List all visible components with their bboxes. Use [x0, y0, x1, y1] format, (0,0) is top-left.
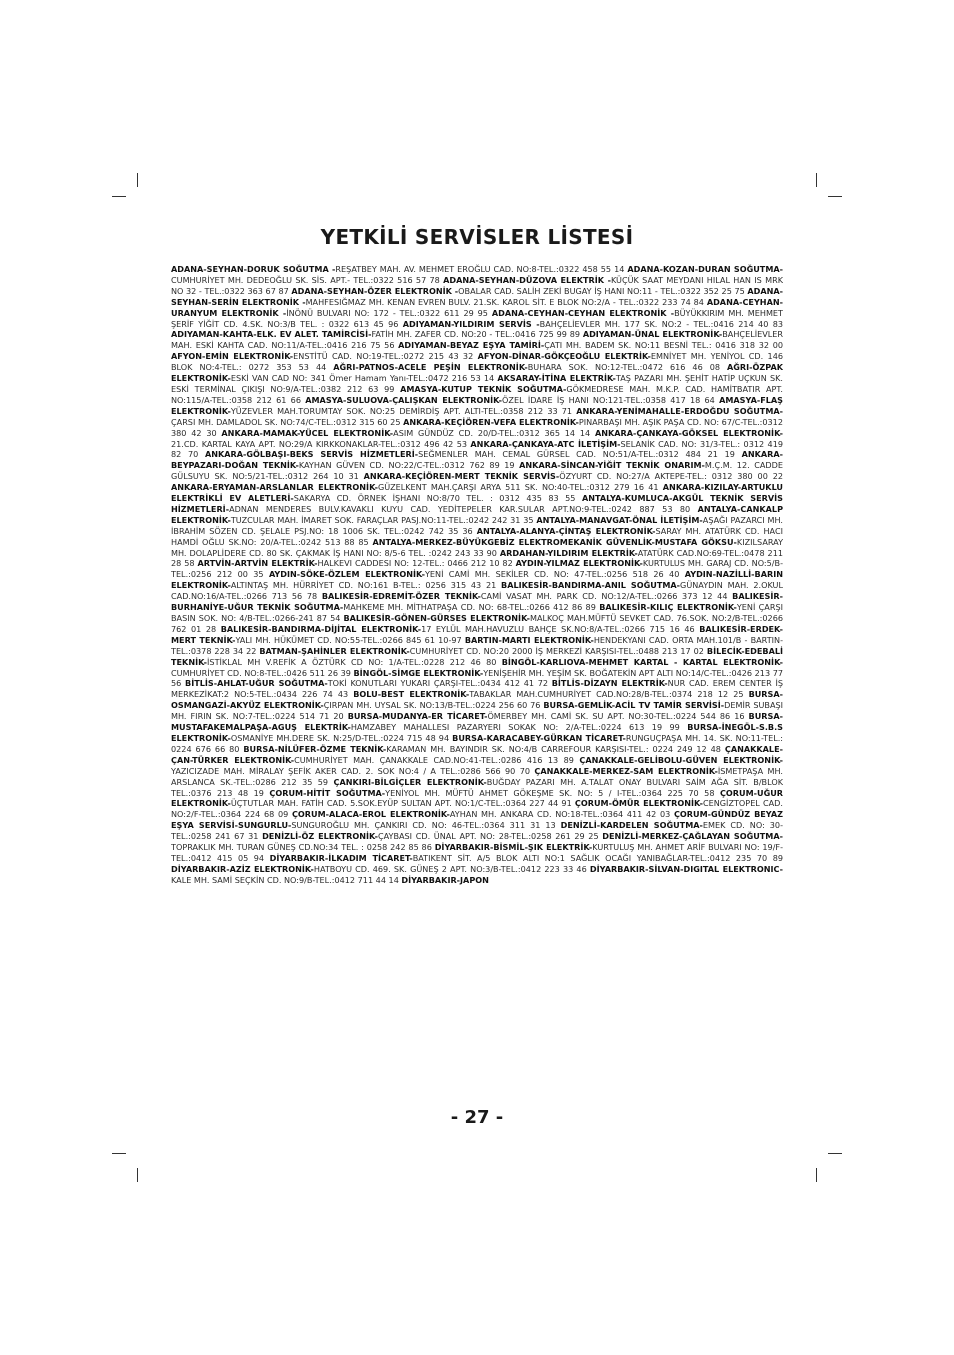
service-details: MALKOÇ MAH.MÜFTÜ SEVKET CAD. 76.SOK. NO:2/B-TEL.:0266 762 01 28	[171, 613, 783, 634]
service-details: BAHÇELİEVLER MH. 177 SK. NO:2 - TEL.:0416 214 40 83	[539, 318, 783, 329]
service-name: ANKARA-ERYAMAN-ARSLANLAR ELEKTRONİK-	[171, 482, 379, 493]
service-name: ANTALYA-MANAVGAT-ÖNAL İLETİŞİM-	[536, 514, 703, 525]
service-details: KURTULUS MH. GARAJ CD. NO:5/B-TEL.:0256 212 00 35	[171, 558, 783, 580]
service-details: YENİŞEHİR MH. YEŞİM SK. BOĞATEKİN APT ALTI NO:14/C-TEL.:0426 213 77 56	[171, 667, 783, 689]
service-details: YALI MH. HÜKÜMET CD. NO:55-TEL.:0266 845 61 10-97	[235, 634, 462, 645]
service-details: BAHÇELİEVLER MAH. ESKİ KAHTA CAD. NO:11/A-TEL.:0416 216 75 56	[171, 329, 783, 351]
service-name: ÇANAKKALE-MERKEZ-SAM ELEKTRONİK-	[534, 765, 718, 776]
crop-mark-bottom-right-horizontal	[828, 1153, 842, 1154]
service-name: AFYON-DİNAR-GÖKÇEOĞLU ELEKTRİK-	[477, 351, 651, 362]
service-name: ANKARA-ÇANKAYA-GÖKSEL ELEKTRONİK-	[594, 427, 783, 438]
service-name: AFYON-EMİN ELEKTRONİK-	[171, 351, 294, 362]
service-details: KURTULUŞ MH. AHMET ARİF BULVARI NO: 19/F-TEL.:0412 415 05 94	[171, 842, 783, 863]
service-details: MAHFESIĞMAZ MH. KENAN EVREN BULV. 21.SK. KAROL SİT. E BLOK NO:2/A - TEL.:0322 233 74 84	[305, 296, 704, 307]
service-details: CUMHURİYET CD. NO:20 2000 İŞ MERKEZİ KARŞISI-TEL.:0488 213 17 02	[409, 645, 704, 656]
service-name: ADIYAMAN-KAHTA-ELK. EV ALET. TAMİRCİSİ-	[171, 329, 372, 340]
service-name: ARTVİN-ARTVİN ELEKTRİK-	[197, 558, 318, 569]
service-name: AYDIN-SÖKE-ÖZLEM ELEKTRONİK-	[268, 569, 425, 580]
service-name: AMASYA-SULUOVA-ÇALIŞKAN ELEKTRONİK-	[305, 394, 503, 405]
service-details: HALKEVI CADDESI NO: 12-TEL.: 0466 212 10 82	[317, 558, 513, 569]
service-entry	[262, 831, 599, 841]
service-name: ÇORUM-ALACA-EROL ELEKTRONİK-	[291, 809, 450, 820]
service-name: ÇORUM-HİTİT SOĞUTMA-	[269, 787, 386, 798]
service-name: ANTALYA-CANKALP ELEKTRONİK-	[171, 503, 783, 525]
service-name: BİTLİS-AHLAT-UĞUR SOĞUTMA-	[185, 678, 328, 689]
service-name: DENİZLİ-ÖZ ELEKTRONİK-	[262, 831, 378, 842]
service-name: BALIKESİR-ERDEK-MERT TEKNİK-	[171, 623, 783, 645]
service-entry	[259, 646, 704, 656]
service-details: ÜÇTUTLAR MAH. FATİH CAD. 5.SOK.EYÜP SULTAN APT. NO:1/C-TEL.:0364 227 44 91	[230, 798, 572, 809]
service-name: BİLECİK-EDEBALİ TEKNİK-	[171, 645, 783, 667]
service-entry	[197, 558, 512, 568]
service-details: HATBOYU CD. 469. SK. GÜNEŞ 2 APT. NO:3/B-TEL.:0412 223 33 46	[313, 863, 587, 874]
service-entry	[270, 853, 783, 863]
service-entry	[269, 788, 714, 798]
service-entry	[333, 362, 720, 372]
service-details: CUMHURİYET MH. DEDEOĞLU SK. SİS. APT.- TEL.:0322 516 57 78	[171, 274, 440, 285]
service-entry	[398, 340, 783, 350]
service-details: İSMETPAŞA MH. ARSLANCA SK.-TEL.:0286 212 35 59	[171, 765, 783, 787]
service-details: CUMHURİYET MAH. ÇANAKKALE CAD.NO:41-TEL.:0286 416 13 89	[294, 754, 574, 765]
service-details: YAZICIZADE MAH. MİRALAY ŞEFİK AKER CAD. 2. SOK NO:4 / A TEL.:0286 566 90 70	[171, 765, 531, 776]
service-details: HAMZABEY MAHALLESI PAZARYERI SOKAK NO: 2/A-TEL.:0224 613 19 99	[350, 722, 680, 733]
service-name: AMASYA-FLAŞ ELEKTRONİK-	[171, 394, 783, 416]
service-name: BURSA-GEMLİK-ACİL TV TAMİR SERVİSİ-	[543, 700, 725, 711]
service-details: KALE MH. SAMİ SEÇKİN CD. NO:9/B-TEL.:0412 711 44 14	[171, 874, 399, 885]
service-entry	[291, 286, 744, 296]
service-details: AŞAĞI PAZARCI MH. İBRAHİM SÖZEN CD. ŞELALE PSJ.NO: 18 1006 SK. TEL.:0242 742 35 36	[171, 514, 783, 536]
service-name: AYDIN-NAZİLLİ-BARIN ELEKTRONİK-	[171, 569, 783, 591]
crop-mark-top-left-horizontal	[112, 196, 126, 197]
service-details: FATİH MH. ZAFER CD. NO:20 - TEL.:0416 725 99 89	[371, 329, 581, 340]
service-name: ÇORUM-UĞUR ELEKTRONİK-	[171, 787, 783, 809]
service-entry	[171, 329, 580, 339]
service-name: BURSA-MUDANYA-ER TİCARET-	[347, 711, 488, 722]
service-entry	[185, 678, 548, 688]
service-name: ADANA-KOZAN-DURAN SOĞUTMA-	[627, 264, 783, 274]
service-details: ESKİ VAN CAD NO: 341 Ömer Hamam Yanı-TEL.:0472 216 53 14	[230, 373, 495, 384]
service-details: 21.CD. KARTAL KAYA APT. NO:29/A KIRKKONAKLAR-TEL.:0312 496 42 53	[171, 438, 468, 449]
service-details: ÖZYURT CD. NO:27/A AKTEPE-TEL.: 0312 380 00 22	[559, 471, 783, 482]
service-details: GÜNAYDIN MAH. 2.OKUL CAD.NO:16/A-TEL.:0266 713 56 78	[171, 580, 783, 602]
service-details: HENDEKYANI CAD. ORTA MAH.101/B - BARTIN-TEL.:0378 228 34 22	[171, 634, 783, 656]
service-entry	[243, 744, 721, 754]
service-details: EMEK CD. NO: 30-TEL.:0258 241 67 31	[171, 820, 783, 842]
service-name: DİYARBAKIR-BİSMİL-ŞIK ELEKTRİK-	[434, 842, 593, 853]
service-details: TAŞ PAZARI MH. ŞEHİT HATİP UÇKUN SK. ESKİ TERMİNAL ÇIKIŞI NO:9/A-TEL.:0382 212 63 99	[171, 373, 783, 394]
service-details: SARAY MH. ATATÜRK CD. HACI HAMDİ OĞLU SK.NO: 20/A-TEL.:0242 513 88 85	[171, 525, 783, 547]
service-entry	[403, 319, 783, 329]
service-name: BURSA-NİLÜFER-ÖZME TEKNİK-	[243, 743, 387, 754]
service-details: ADNAN MENDERES BULV.KAVAKLI KUYU CAD. YEDİTEPELER KAR.SULAR APT.NO:9-TEL.:0242 887 53 80	[229, 503, 691, 514]
service-details: REŞATBEY MAH. AV. MEHMET EROĞLU CAD. NO:8-TEL.:0322 458 55 14	[335, 264, 625, 274]
service-entry	[269, 569, 679, 579]
service-name: ANKARA-YENİMAHALLE-ERDOĞDU SOĞUTMA-	[576, 405, 783, 416]
service-name: ÇANAKKALE-ÇAN-TÜRKER ELEKTRONİK-	[171, 743, 783, 765]
page-title: YETKİLİ SERVİSLER LİSTESİ	[320, 225, 634, 249]
service-details: SELANİK CAD. NO: 31/3-TEL.: 0312 419 82 70	[171, 438, 783, 460]
service-name: ANKARA-GÖLBAŞI-BEKS SERVİS HİZMETLERİ-	[204, 449, 419, 460]
service-name: BİNGÖL-KARLIOVA-MEHMET KARTAL - KARTAL ELEKTRONİK-	[501, 656, 783, 667]
service-details: OSMANİYE MH.DERE SK. N:25/D-TEL.:0224 715 48 94	[230, 732, 450, 743]
service-name: ÇANKIRI-BİLGİÇLER ELEKTRONİK-	[333, 776, 487, 787]
service-details: ÇIRPAN MH. UYSAL SK. NO:13/B-TEL.:0224 256 60 76	[323, 700, 541, 711]
service-details: ÇAYBASI CD. ÜNAL APT. NO: 28-TEL.:0258 261 29 25	[377, 831, 599, 842]
service-name: ÇORUM-GÜNDÜZ BEYAZ EŞYA SERVİSİ-SUNGURLU-	[171, 809, 783, 831]
service-name: ADANA-SEYHAN-SERİN ELEKTRONİK -	[171, 285, 783, 307]
service-details: ATATÜRK CAD.NO:69-TEL.:0478 211 28 58	[171, 547, 783, 569]
service-name: BURSA-KARACABEY-GÜRKAN TİCARET-	[452, 732, 626, 743]
service-details: AYHAN MH. ANKARA CD. NO:18-TEL.:0364 411 42 03	[449, 809, 671, 820]
service-name: AMASYA-KUTUP TEKNİK SOĞUTMA-	[400, 383, 567, 394]
service-details: TUZCULAR MAH. İMARET SOK. FARAÇLAR PASJ.NO:11-TEL.:0242 242 31 35	[230, 514, 534, 525]
service-entry	[292, 809, 670, 819]
service-name: ANKARA-KEÇİÖREN-VEFA ELEKTRONİK-	[403, 416, 579, 427]
service-details: BATIKENT SİT. A/5 BLOK ALTI NO:1 SAĞLIK OCAĞI YANIBAĞLAR-TEL.:0412 235 70 89	[412, 852, 783, 863]
service-name: ANKARA-KIZILAY-ARTUKLU ELEKTRİKLİ EV ALETLERİ-	[171, 482, 783, 504]
service-details: SEĞMENLER MAH. CEMAL GÜRSEL CAD. NO:51/A-TEL.:0312 484 21 19	[418, 449, 735, 460]
service-details: 17 EYLÜL MAH.HAVUZLU BAHÇE SK.NO:8/A-TEL.:0266 715 16 46	[421, 623, 695, 634]
service-name: ANKARA-BEYPAZARI-DOĞAN TEKNİK-	[171, 449, 783, 471]
service-name: DİYARBAKIR-JAPON	[401, 874, 489, 885]
service-details: GÜZELKENT MAH.ÇARŞI ARYA 511 SK. NO:40-TEL.:0312 279 16 41	[378, 482, 659, 493]
service-details: EMNİYET MH. YENİYOL CD. 146 BLOK NO:4-TEL.: 0272 353 53 44	[171, 351, 783, 373]
service-entry	[171, 264, 624, 274]
service-entry	[171, 864, 587, 874]
service-name: DENİZLİ-KARDELEN SOĞUTMA-	[560, 820, 703, 831]
service-entry	[221, 428, 590, 438]
service-details: ASIM GÜNDÜZ CD. 20/D-TEL.:0312 365 14 14	[393, 427, 591, 438]
service-name: ANKARA-SİNCAN-YİĞİT TEKNİK ONARIM-	[519, 460, 705, 471]
service-entry	[353, 689, 743, 699]
crop-mark-bottom-left-horizontal	[112, 1153, 126, 1154]
service-details: BUHARA SOK. NO:12-TEL.:0472 616 46 08	[527, 362, 721, 373]
service-name: ANTALYA-KUMLUCA-AKGÜL TEKNİK SERVİS HİZMETLERİ-	[171, 493, 783, 514]
service-details: CENGİZTOPEL CAD. NO:2/F-TEL.:0364 224 68 09	[171, 798, 783, 820]
service-name: BİTLİS-DİZAYN ELEKTRİK-	[551, 678, 668, 689]
service-name: BURSA-MUSTAFAKEMALPAŞA-AGUŞ ELEKTRİK-	[171, 711, 783, 733]
service-details: M.Ç.M. 12. CADDE GÜLSUYU SK. NO:5/21-TEL.:0312 264 10 31	[171, 460, 783, 482]
crop-mark-top-right-horizontal	[828, 196, 842, 197]
service-name: AKSARAY-İTİNA ELEKTRİK-	[497, 373, 616, 384]
service-name: ANTALYA-MERKEZ-BÜYÜKGEBİZ ELEKTROMEKANİK GÜVENLİK-MUSTAFA GÖKSU-	[372, 536, 737, 547]
service-name: AĞRI-PATNOS-ACELE PEŞİN ELEKTRONİK-	[333, 362, 528, 373]
service-name: ÇANAKKALE-GELİBOLU-GÜVEN ELEKTRONİK-	[579, 754, 783, 765]
service-name: BALIKESİR-BANDIRMA-ANIL SOĞUTMA-	[501, 580, 681, 591]
service-details: ÇATI MH. BADEM SK. NO:11 BESNİ TEL.: 0416 318 32 00	[544, 340, 783, 351]
service-entry	[221, 624, 695, 634]
service-entry	[322, 591, 728, 601]
service-name: BALIKESİR-EDREMİT-ÖZER TEKNİK-	[321, 591, 481, 602]
service-name: AYDIN-YILMAZ ELEKTRONİK-	[515, 558, 643, 569]
service-details: RUNGUÇPAŞA MH. 14. SK. NO:11-TEL.: 0224 676 66 80	[171, 732, 783, 754]
service-name: ANTALYA-ALANYA-ÇİNTAŞ ELEKTRONİK-	[476, 525, 656, 536]
service-name: ADANA-SEYHAN-DÜZOVA ELEKTRİK -	[443, 274, 611, 285]
service-name: BALIKESİR-BURHANİYE-UĞUR TEKNİK SOĞUTMA-	[171, 591, 783, 613]
service-details: KÜÇÜK SAAT MEYDANI HILAL HAN IS MRK NO 32 - TEL.:0322 363 67 87	[171, 274, 783, 296]
service-details: ENSTİTÜ CAD. NO:19-TEL.:0272 215 43 32	[293, 351, 474, 362]
service-name: AĞRI-ÖZPAK ELEKTRONİK-	[171, 362, 783, 384]
service-details: OBALAR CAD. SALİH ZEKİ BUGAY İŞ HANI NO:11 - TEL.:0322 352 25 75	[458, 285, 745, 296]
page-number: - 27 -	[450, 1107, 504, 1128]
service-name: ADANA-CEYHAN-CEYHAN ELEKTRONİK -	[491, 307, 675, 318]
service-details: ÖZEL İDARE İŞ HANI NO:121-TEL.:0358 417 18 64	[502, 394, 715, 405]
service-details: NUR CAD. EREM CENTER İŞ MERKEZİKAT:2 NO:5-TEL.:0434 226 74 43	[171, 678, 783, 700]
service-details: SAKARYA CD. ÖRNEK İŞHANI NO:8/70 TEL. : 0312 435 83 55	[293, 493, 576, 504]
service-details: ALTINTAŞ MH. HÜRRİYET CD. NO:161 B-TEL.: 0256 315 43 21	[230, 580, 497, 591]
service-details: YENİ CAMİ MH. SEKİLER CD. NO: 47-TEL.:0256 518 26 40	[424, 569, 680, 580]
service-entry	[305, 395, 715, 405]
service-details: SUNGUROĞLU MH. ÇANKIRI CD. NO: 46-TEL.:0364 311 31 13	[291, 820, 556, 831]
service-name: ANKARA-KEÇİÖREN-MERT TEKNİK SERVİS-	[363, 471, 560, 482]
service-name: BALIKESİR-KILIÇ ELEKTRONİK-	[599, 602, 737, 613]
service-list	[171, 264, 783, 1100]
service-details: YÜZEVLER MAH.TORUMTAY SOK. NO:25 DEMİRDİŞ APT. ALTI-TEL.:0358 212 33 71	[230, 405, 573, 416]
service-name: ARDAHAN-YILDIRIM ELEKTRİK-	[499, 547, 638, 558]
service-entry	[348, 711, 745, 721]
service-details: KIZILSARAY MH. DOLAPLİDERE CD. 80 SK. ÇAKMAK İŞ HANI NO: 8/5-6 TEL. :0242 243 33 90	[171, 536, 783, 558]
service-details: KARAMAN MH. BAYINDIR SK. NO:4/B CARREFOUR KARŞISI-TEL.: 0224 249 12 48	[386, 743, 721, 754]
service-name: ADIYAMAN-YILDIRIM SERVİS -	[402, 318, 540, 329]
service-details: İNÖNÜ BULVARI NO: 172 - TEL.:0322 611 29 95	[286, 307, 488, 318]
service-name: ANKARA-ÇANKAYA-ATC İLETİŞİM-	[470, 438, 621, 449]
service-details: TOPRAKLIK MH. TURAN GÜNEŞ CD.NO:34 TEL. : 0258 242 85 86	[171, 842, 432, 853]
service-name: ADIYAMAN-ÜNAL ELEKTRONİK-	[582, 329, 723, 340]
service-details: PINARBAŞI MH. AŞIK PAŞA CD. NO: 67/C-TEL.:0312 380 42 30	[171, 416, 783, 438]
service-entry	[171, 351, 473, 361]
service-name: DİYARBAKIR-AZİZ ELEKTRONİK-	[171, 863, 314, 874]
service-name: ADANA-CEYHAN-URANYUM ELEKTRONİK -	[171, 296, 783, 318]
service-name: DENİZLİ-MERKEZ-ÇAĞLAYAN SOĞUTMA-	[602, 831, 783, 842]
service-name: BOLU-BEST ELEKTRONİK-	[353, 689, 470, 700]
crop-mark-bottom-left-vertical	[137, 1168, 138, 1182]
service-details: BUĞDAY PAZARI MH. A.TALAT ONAY BULVARI SAİM AĞA SİT. B/BLOK TEL.:0376 213 48 19	[171, 776, 783, 798]
service-name: DİYARBAKIR-SİLVAN-DIGITAL ELEKTRONIC-	[589, 863, 783, 874]
service-name: ADANA-SEYHAN-ÖZER ELEKTRONİK -	[291, 285, 459, 296]
service-details: ÖMERBEY MH. CAMİ SK. SU APT. NO:30-TEL.:0224 544 86 16	[487, 711, 745, 722]
service-details: GÖKMEDRESE MAH. M.K.P. CAD. HAMİTBATIR APT. NO:115/A-TEL.:0358 212 61 66	[171, 383, 783, 405]
service-name: BURSA-İNEGÖL-S.B.S ELEKTRONİK-	[171, 722, 783, 743]
service-details: CAMİ VASAT MH. PARK CD. NO:12/A-TEL.:0266 373 12 44	[480, 591, 728, 602]
service-details: YENİYOL MH. MÜFTÜ AHMET GÖKEŞME SK. NO: 5 / I-TEL.:0364 225 70 58	[385, 787, 715, 798]
service-details: ÇARSI MH. DAMLADOL SK. NO:74/C-TEL.:0312 315 60 25	[171, 416, 401, 427]
service-entry	[364, 471, 783, 481]
service-name: ADANA-SEYHAN-DORUK SOĞUTMA -	[171, 264, 336, 274]
crop-mark-top-left-vertical	[137, 173, 138, 187]
service-name: ÇORUM-ÖMÜR ELEKTRONİK-	[574, 798, 703, 809]
service-entry	[205, 449, 735, 459]
service-details: TABAKLAR MAH.CUMHURİYET CAD.NO:28/B-TEL.:0374 218 12 25	[469, 689, 744, 700]
service-entry	[171, 482, 659, 492]
service-name: BİNGÖL-SİMGE ELEKTRONİK-	[353, 667, 484, 678]
service-name: DİYARBAKIR-İLKADIM TİCARET-	[269, 852, 413, 863]
crop-mark-bottom-right-vertical	[816, 1168, 817, 1182]
service-details: İSTİKLAL MH V.REFİK A ÖZTÜRK CD NO: 1/A-TEL.:0228 212 46 80	[207, 656, 497, 667]
service-name: BATMAN-ŞAHİNLER ELEKTRONİK-	[259, 645, 410, 656]
service-name: BALIKESİR-GÖNEN-GÜRSES ELEKTRONİK-	[343, 613, 530, 623]
service-details: BÜYÜKKIRIM MH. MEHMET ŞERİF YİĞİT CD. 4.SK. NO:3/B TEL. : 0322 613 45 96	[171, 307, 783, 329]
service-name: BARTIN-MARTI ELEKTRONİK-	[464, 634, 594, 645]
service-name: ANKARA-MAMAK-YÜCEL ELEKTRONİK-	[221, 427, 394, 438]
crop-mark-top-right-vertical	[816, 173, 817, 187]
service-name: BALIKESİR-BANDIRMA-DİJİTAL ELEKTRONİK-	[220, 623, 422, 634]
service-details: DEMİR SUBAŞI MH. FIRIN SK. NO:7-TEL.:0224 514 71 20	[171, 700, 783, 722]
service-details: TOKİ KONUTLARI YUKARI ÇARŞI-TEL.:0434 412 41 72	[327, 678, 549, 689]
service-name: BURSA-OSMANGAZİ-AKYÜZ ELEKTRONİK-	[171, 689, 783, 711]
service-details: KAYHAN GÜVEN CD. NO:22/C-TEL.:0312 762 89 19	[298, 460, 515, 471]
service-details: CUMHURİYET CD. NO:8-TEL.:0426 511 26 39	[171, 667, 351, 678]
service-entry	[401, 875, 488, 885]
service-details: MAHKEME MH. MİTHATPAŞA CD. NO: 68-TEL.:0266 412 86 89	[343, 602, 596, 613]
service-details: YENİ ÇARŞI BASIN SOK. NO: 4/B-TEL.:0266-241 87 54	[171, 602, 783, 623]
service-name: ADIYAMAN-BEYAZ EŞYA TAMİRİ-	[398, 340, 545, 351]
